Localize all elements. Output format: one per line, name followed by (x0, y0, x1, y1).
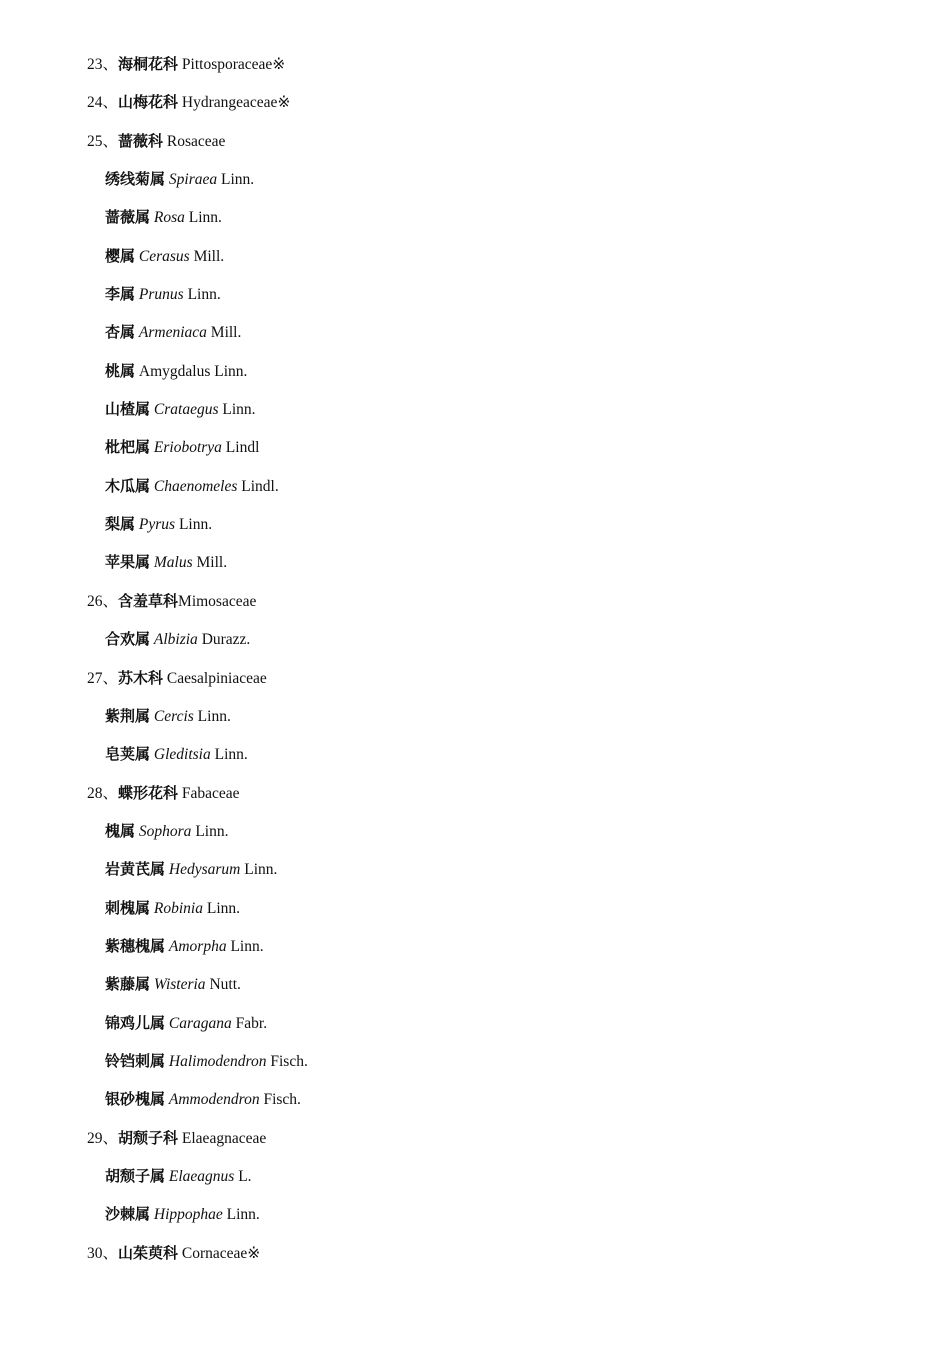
chinese-name: 紫藤属 (105, 975, 151, 994)
entry-number: 28、 (87, 784, 119, 802)
genus-entry (0, 313, 951, 351)
family-entry (0, 582, 951, 620)
entry-number: 23、 (87, 56, 119, 73)
family-entry (0, 122, 951, 160)
chinese-name: 李属 (105, 285, 136, 304)
entry-number: 29、 (87, 1129, 119, 1147)
scientific-name: Lindl (221, 439, 260, 457)
genus-entry (0, 160, 951, 198)
scientific-name: Elaeagnaceae (178, 1129, 267, 1147)
entry-number: 24、 (87, 94, 119, 112)
chinese-name: 锦鸡儿属 (105, 1013, 166, 1032)
family-entry (0, 83, 951, 121)
latin-genus-name: Wisteria (150, 976, 206, 994)
genus-entry (0, 390, 951, 428)
latin-genus-name: Ammodendron (165, 1091, 260, 1109)
scientific-name: Linn. (183, 286, 221, 304)
latin-genus-name: Albizia (150, 631, 198, 649)
genus-entry (0, 697, 951, 735)
genus-entry (0, 1080, 951, 1118)
scientific-name: Mimosaceae (178, 592, 257, 610)
genus-entry (0, 467, 951, 505)
family-entry (0, 774, 951, 812)
family-entry (0, 659, 951, 697)
genus-entry (0, 927, 951, 965)
genus-entry (0, 889, 951, 927)
scientific-name: Caesalpiniaceae (163, 669, 267, 687)
latin-genus-name: Hippophae (150, 1206, 223, 1224)
chinese-name: 胡颓子科 (118, 1128, 179, 1147)
entry-number: 25、 (87, 132, 119, 150)
entry-number: 27、 (87, 669, 119, 687)
latin-genus-name: Elaeagnus (165, 1167, 235, 1185)
scientific-name: Cornaceae※ (178, 1244, 261, 1262)
family-entry (0, 1119, 951, 1157)
chinese-name: 蝶形花科 (118, 783, 179, 802)
scientific-name: Durazz. (197, 631, 251, 649)
scientific-name: Fabr. (231, 1014, 268, 1032)
scientific-name: Linn. (193, 707, 231, 725)
chinese-name: 苹果属 (105, 553, 151, 572)
chinese-name: 铃铛刺属 (105, 1051, 166, 1070)
chinese-name: 皂荚属 (105, 745, 151, 764)
genus-entry (0, 1004, 951, 1042)
latin-genus-name: Malus (150, 554, 193, 572)
latin-genus-name: Hedysarum (165, 861, 241, 879)
latin-genus-name: Spiraea (165, 171, 218, 189)
scientific-name: Linn. (184, 209, 222, 227)
chinese-name: 沙棘属 (105, 1205, 151, 1224)
chinese-name: 海桐花科 (118, 55, 179, 73)
chinese-name: 槐属 (105, 821, 136, 840)
scientific-name: Linn. (210, 746, 248, 764)
chinese-name: 蔷薇科 (118, 131, 164, 150)
scientific-name: Linn. (175, 516, 213, 534)
chinese-name: 绣线菊属 (105, 170, 166, 189)
chinese-name: 山茱萸科 (118, 1243, 179, 1262)
latin-genus-name: Prunus (135, 286, 184, 304)
scientific-name: Linn. (240, 861, 278, 879)
genus-entry (0, 735, 951, 773)
chinese-name: 合欢属 (105, 630, 151, 649)
genus-entry (0, 428, 951, 466)
chinese-name: 蔷薇属 (105, 208, 151, 227)
chinese-name: 岩黄芪属 (105, 860, 166, 879)
chinese-name: 胡颓子属 (105, 1166, 166, 1185)
scientific-name: Fisch. (266, 1052, 308, 1070)
genus-entry (0, 543, 951, 581)
latin-genus-name: Halimodendron (165, 1052, 267, 1070)
genus-entry (0, 352, 951, 390)
chinese-name: 山楂属 (105, 400, 151, 419)
scientific-name: Fisch. (259, 1091, 301, 1109)
scientific-name: Pittosporaceae※ (178, 56, 286, 73)
family-entry (0, 1234, 951, 1272)
latin-genus-name: Rosa (150, 209, 185, 227)
latin-genus-name: Pyrus (135, 516, 176, 534)
scientific-name: Mill. (192, 554, 228, 572)
genus-entry (0, 1042, 951, 1080)
entry-number: 30、 (87, 1244, 119, 1262)
chinese-name: 紫穗槐属 (105, 936, 166, 955)
scientific-name: Rosaceae (163, 132, 226, 150)
chinese-name: 苏木科 (118, 668, 164, 687)
chinese-name: 杏属 (105, 323, 136, 342)
genus-entry (0, 1195, 951, 1233)
chinese-name: 含羞草科 (118, 591, 179, 610)
chinese-name: 木瓜属 (105, 476, 151, 495)
latin-genus-name: Armeniaca (135, 324, 207, 342)
taxonomy-list (0, 45, 951, 1272)
entry-number: 26、 (87, 592, 119, 610)
genus-entry (0, 850, 951, 888)
scientific-name: Mill. (206, 324, 242, 342)
genus-entry (0, 275, 951, 313)
scientific-name: Linn. (191, 822, 229, 840)
latin-genus-name: Crataegus (150, 401, 219, 419)
scientific-name: Hydrangeaceae※ (178, 94, 291, 112)
chinese-name: 枇杷属 (105, 438, 151, 457)
genus-entry (0, 198, 951, 236)
scientific-name: Linn. (218, 401, 256, 419)
scientific-name: Nutt. (205, 976, 241, 994)
chinese-name: 刺槐属 (105, 898, 151, 917)
genus-entry (0, 812, 951, 850)
scientific-name: Lindl. (237, 477, 279, 495)
latin-genus-name: Amorpha (165, 937, 227, 955)
chinese-name: 桃属 (105, 361, 136, 380)
scientific-name: Linn. (226, 937, 264, 955)
latin-genus-name: Caragana (165, 1014, 232, 1032)
scientific-name: Fabaceae (178, 784, 240, 802)
chinese-name: 梨属 (105, 515, 136, 534)
scientific-name: Mill. (189, 247, 225, 265)
genus-entry (0, 505, 951, 543)
scientific-name: Linn. (217, 171, 255, 189)
genus-entry (0, 965, 951, 1003)
chinese-name: 樱属 (105, 246, 136, 265)
latin-genus-name: Cercis (150, 707, 194, 725)
chinese-name: 银砂槐属 (105, 1090, 166, 1109)
genus-entry (0, 620, 951, 658)
latin-genus-name: Robinia (150, 899, 203, 917)
family-entry (0, 45, 951, 83)
genus-entry (0, 237, 951, 275)
chinese-name: 紫荆属 (105, 706, 151, 725)
genus-entry (0, 1157, 951, 1195)
latin-genus-name: Eriobotrya (150, 439, 222, 457)
scientific-name: Linn. (202, 899, 241, 917)
scientific-name: Amygdalus Linn. (135, 362, 248, 380)
latin-genus-name: Chaenomeles (150, 477, 238, 495)
latin-genus-name: Gleditsia (150, 746, 211, 764)
scientific-name: L. (234, 1167, 252, 1185)
latin-genus-name: Sophora (135, 822, 192, 840)
chinese-name: 山梅花科 (118, 93, 179, 112)
latin-genus-name: Cerasus (135, 247, 190, 265)
scientific-name: Linn. (222, 1206, 260, 1224)
